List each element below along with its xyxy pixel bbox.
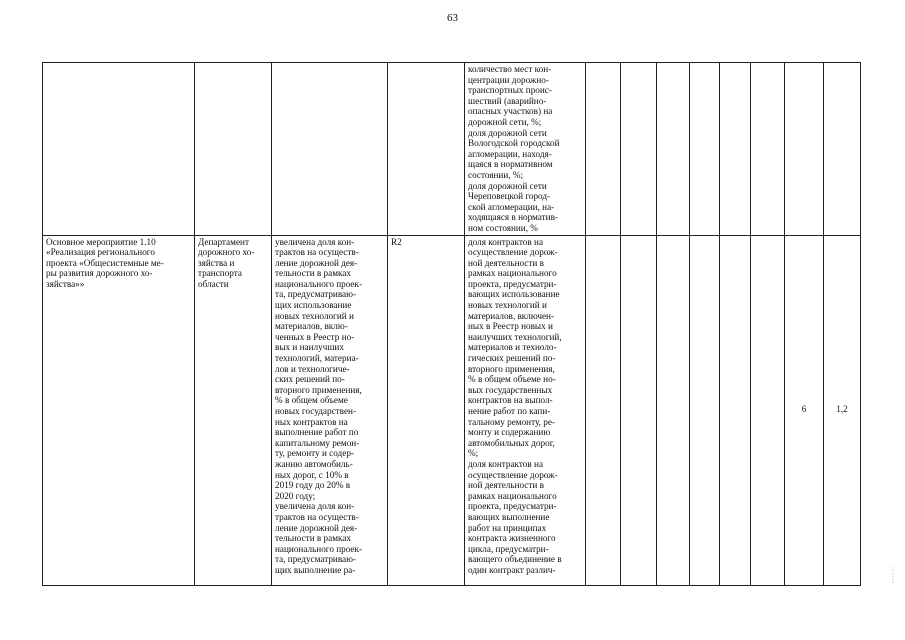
empty-cell <box>621 63 657 236</box>
activity-cell <box>43 235 195 585</box>
activity-text: Основное мероприятие 1.10 «Реализация регионального проекта «Общесистемные ме- ры развития дорожного хо- зяйства»» <box>46 236 164 289</box>
activity-cell <box>43 63 195 236</box>
task-number: 6 <box>801 403 807 414</box>
empty-cell <box>751 63 785 236</box>
page-number: 63 <box>447 12 458 24</box>
empty-cell <box>586 63 621 236</box>
empty-cell <box>690 63 720 236</box>
indicators-text: доля контрактов на осуществление дорож- ной деятельности в рамках национального проекта, предусматри- вающих использование новых технологий и материалов, включен- ных в Реестр новых и наилучших технологий, материалов и техноло- гических решений по- вторного применения, % в общем объеме но- вых государственных контрактов на выпол- нение работ по капи- тальному ремонту, ре- монту и содержанию автомобильных дорог, %; доля контрактов на осуществление дорож- ной деятельности в рамках национального проекта, предусматри- вающих выполнение работ на принципах контракта жизненного цикла, предусматри- вающего объединение в один контракт различ- <box>468 236 562 575</box>
indicators-text: количество мест кон- центрации дорожно- транспортных проис- шествий (аварийно- опасных участков) на дорожной сети, %; доля дорожной сети Вологодской городской агломерации, находя- щаяся в нормативном состоянии, %; доля дорожной сети Череповецкой город- ской агломерации, на- ходящаяся в норматив- ном состоянии, % <box>468 64 560 233</box>
empty-cell <box>621 235 657 585</box>
result-text: увеличена доля кон- трактов на осуществ- ление дорожной дея- тельности в рамках национального проек- та, предусматриваю- щих использование новых технологий и материалов, вклю- ченных в Реестр но- вых и наилучших технологий, материа- лов и технологиче- ских решений по- вторного применения, % в общем объеме новых государствен- ных контрактов на выполнение работ по капитальному ремон- ту, ремонту и содер- жанию автомобиль- ных дорог, с 10% в 2019 году до 20% в 2020 году; увеличена доля кон- трактов на осуществ- ление дорожной дея- тельности в рамках национального проек- та, предусматриваю- щих выполнение ра- <box>275 236 363 575</box>
code-text: R2 <box>391 236 402 247</box>
empty-cell <box>690 235 720 585</box>
empty-cell <box>657 235 690 585</box>
program-table <box>42 62 861 586</box>
code-cell <box>388 235 465 585</box>
executor-text: Департамент дорожного хо- зяйства и транспорта области <box>198 236 255 289</box>
result-cell <box>272 235 388 585</box>
table-row <box>43 63 861 236</box>
code-cell <box>388 63 465 236</box>
empty-cell <box>657 63 690 236</box>
scan-marks: : : : <box>892 565 894 585</box>
empty-cell <box>751 235 785 585</box>
executor-cell <box>195 63 272 236</box>
result-cell <box>272 63 388 236</box>
empty-cell <box>720 235 751 585</box>
empty-cell <box>586 235 621 585</box>
empty-cell <box>720 63 751 236</box>
goal-number: 1,2 <box>836 403 848 414</box>
task-number-cell <box>785 235 824 585</box>
goal-number-cell <box>824 63 861 236</box>
indicators-cell <box>465 235 586 585</box>
indicators-cell <box>465 63 586 236</box>
task-number-cell <box>785 63 824 236</box>
table-row <box>43 235 861 585</box>
goal-number-cell <box>824 235 861 585</box>
executor-cell <box>195 235 272 585</box>
